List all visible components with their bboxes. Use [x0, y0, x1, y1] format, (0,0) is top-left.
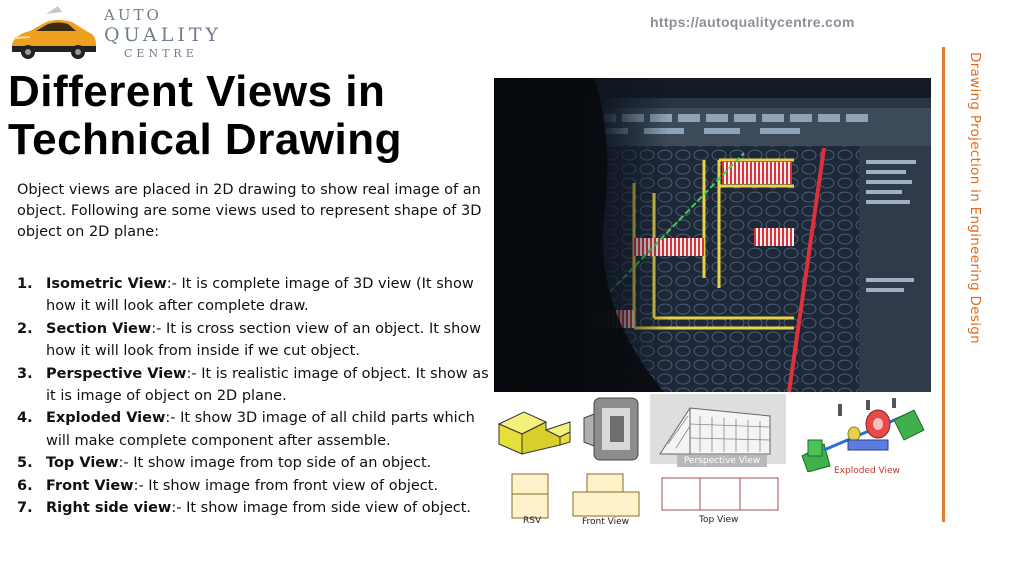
list-item: [17, 407, 495, 452]
top-view-label: Top View: [699, 515, 739, 525]
item-desc: :- It show image from side view of object.: [171, 500, 472, 517]
logo-wordmark: [104, 8, 222, 59]
side-caption: Drawing Projection in Engineering Design: [967, 52, 983, 344]
item-name: Perspective View: [46, 365, 187, 382]
item-desc: :- It is realistic image of object. It show as it is image of object on 2D plane.: [46, 365, 489, 405]
intro-paragraph: Object views are placed in 2D drawing to show real image of an object. Following are some views used to represent shape of 3D object on 2D plane:: [17, 182, 482, 240]
item-number: 6.: [17, 477, 33, 494]
logo-line-2: QUALITY: [104, 24, 223, 46]
item-desc: :- It show 3D image of all child parts which will make complete component after assemble.: [46, 410, 475, 449]
item-name: Front View: [46, 477, 134, 494]
page-title: [8, 68, 402, 164]
item-number: 7.: [17, 500, 33, 517]
item-name: Top View: [46, 455, 119, 472]
list-item: [17, 318, 495, 363]
site-logo[interactable]: [6, 2, 223, 68]
list-item: [17, 475, 495, 497]
perspective-view-image: [650, 394, 786, 464]
list-item: [17, 497, 495, 519]
item-name: Isometric View: [46, 276, 167, 292]
site-url[interactable]: https://autoqualitycentre.com: [650, 14, 855, 30]
item-name: Section View: [46, 320, 152, 337]
item-name: Exploded View: [46, 410, 166, 427]
exploded-view-image: [794, 396, 930, 472]
rsv-projection-image: [510, 472, 550, 520]
rsv-label: RSV: [523, 516, 542, 526]
list-item: [17, 273, 495, 318]
item-name: Right side view: [46, 500, 172, 517]
section-view-image: [580, 394, 646, 466]
item-desc: :- It show image from front view of object.: [133, 477, 439, 494]
front-projection-image: [571, 472, 643, 518]
front-view-label: Front View: [582, 517, 629, 527]
exploded-view-label: Exploded View: [834, 466, 900, 476]
list-item: [17, 363, 495, 408]
item-desc: :- It show image from top side of an object.: [118, 455, 432, 472]
isometric-view-image: [494, 402, 576, 462]
item-number: 1.: [17, 276, 33, 292]
cad-screen-photo: [494, 78, 931, 392]
title-line-2: Technical Drawing: [8, 115, 402, 164]
item-number: 2.: [17, 320, 33, 337]
logo-line-3: CENTRE: [124, 47, 198, 60]
item-number: 5.: [17, 455, 33, 472]
item-desc: :- It is cross section view of an object. It show how it will look from inside if we cut object.: [46, 320, 482, 360]
perspective-view-label: Perspective View: [677, 455, 767, 467]
item-desc: :- It is complete image of 3D view (It show how it will look after complete draw.: [46, 276, 474, 315]
car-logo-icon: [6, 4, 98, 66]
item-number: 3.: [17, 365, 33, 382]
top-projection-image: [660, 476, 782, 512]
accent-divider: [942, 47, 945, 522]
logo-line-1: AUTO: [104, 6, 162, 24]
views-list: [17, 273, 495, 519]
item-number: 4.: [17, 410, 33, 427]
list-item: [17, 452, 495, 474]
title-line-1: Different Views in: [8, 67, 386, 116]
cad-drawing-image: [494, 78, 931, 392]
